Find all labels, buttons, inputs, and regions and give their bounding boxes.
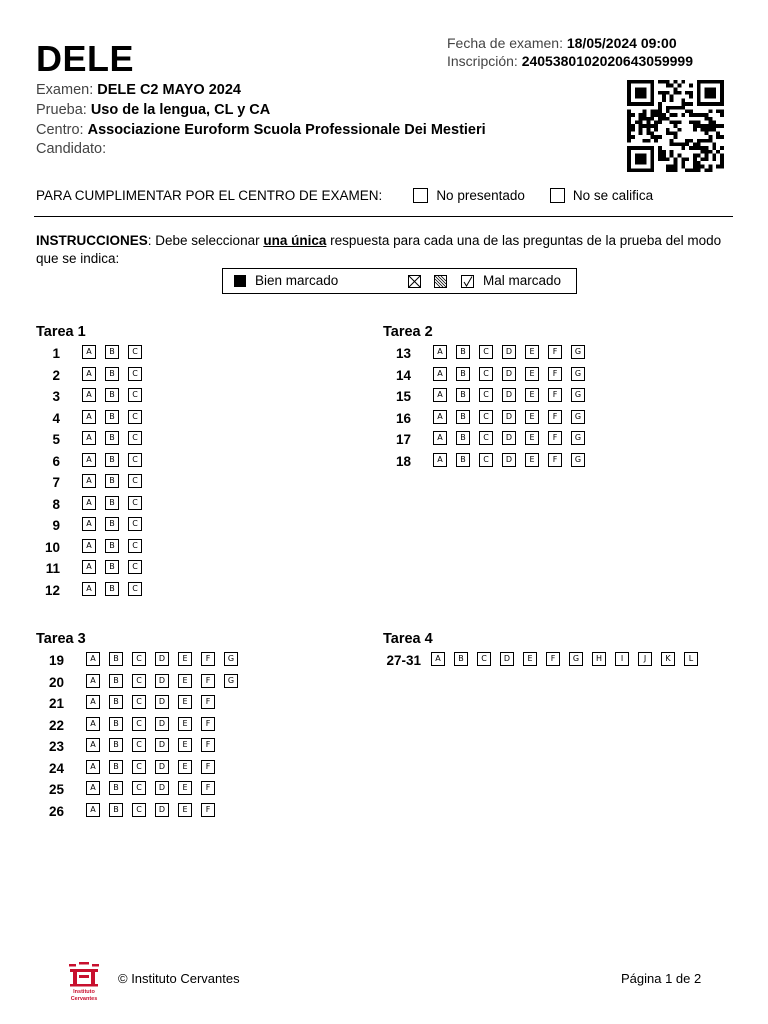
answer-options xyxy=(433,431,594,445)
answer-options xyxy=(433,367,594,381)
no-se-califica-checkbox[interactable] xyxy=(550,188,565,203)
answer-option-box[interactable]: E xyxy=(525,431,539,445)
question-row xyxy=(381,346,594,361)
answer-option-box[interactable]: D xyxy=(155,738,169,752)
question-row xyxy=(381,389,594,404)
answer-option-box[interactable]: A xyxy=(82,582,96,596)
answer-option-box[interactable]: A xyxy=(82,539,96,553)
tarea-1-title: Tarea 1 xyxy=(36,324,86,340)
question-row xyxy=(34,761,224,776)
answer-options xyxy=(82,496,151,510)
answer-option-box[interactable]: E xyxy=(525,388,539,402)
answer-option-box[interactable]: C xyxy=(479,345,493,359)
answer-option-box[interactable]: A xyxy=(82,496,96,510)
exam-value: DELE C2 MAYO 2024 xyxy=(97,82,241,98)
instituto-cervantes-logo-icon xyxy=(66,962,102,1002)
answer-option-box[interactable]: B xyxy=(105,453,119,467)
question-number: 7 xyxy=(52,475,60,490)
answer-options xyxy=(82,431,151,445)
question-row xyxy=(34,696,224,711)
answer-option-box[interactable]: B xyxy=(105,474,119,488)
answer-option-box[interactable]: C xyxy=(479,431,493,445)
answer-option-box[interactable]: K xyxy=(661,652,675,666)
answer-option-box[interactable]: E xyxy=(525,345,539,359)
answer-option-box[interactable]: B xyxy=(456,453,470,467)
exam-center-label: PARA CUMPLIMENTAR POR EL CENTRO DE EXAMEN: xyxy=(36,188,383,203)
answer-option-box[interactable]: C xyxy=(128,517,142,531)
answer-options xyxy=(82,345,151,359)
answer-options xyxy=(86,738,224,752)
answer-option-box[interactable]: L xyxy=(684,652,698,666)
question-number: 10 xyxy=(44,539,60,555)
answer-option-box[interactable]: E xyxy=(178,695,192,709)
answer-options xyxy=(431,652,707,666)
answer-option-box[interactable]: C xyxy=(132,803,146,817)
answer-option-box[interactable]: G xyxy=(571,345,585,359)
answer-options xyxy=(86,760,224,774)
answer-option-box[interactable]: E xyxy=(525,367,539,381)
no-presentado-checkbox[interactable] xyxy=(413,188,428,203)
question-number: 17 xyxy=(395,432,411,447)
question-row xyxy=(34,739,224,754)
test-line xyxy=(36,102,270,118)
question-row xyxy=(30,497,151,512)
answer-options xyxy=(82,582,151,596)
answer-option-box[interactable]: B xyxy=(105,496,119,510)
answer-option-box[interactable]: D xyxy=(155,760,169,774)
answer-option-box[interactable]: A xyxy=(86,695,100,709)
answer-option-box[interactable]: C xyxy=(128,388,142,402)
answer-option-box[interactable]: B xyxy=(454,652,468,666)
answer-option-box[interactable]: A xyxy=(82,388,96,402)
answer-option-box[interactable]: B xyxy=(105,388,119,402)
answer-option-box[interactable]: C xyxy=(132,695,146,709)
answer-option-box[interactable]: G xyxy=(571,367,585,381)
bad-mark-label: Mal marcado xyxy=(483,273,562,288)
answer-option-box[interactable]: D xyxy=(155,652,169,666)
candidate-line xyxy=(36,141,106,157)
answer-option-box[interactable]: F xyxy=(201,803,215,817)
logo-text-line1: Instituto xyxy=(73,989,95,995)
good-mark-label: Bien marcado xyxy=(255,273,339,288)
answer-option-box[interactable]: F xyxy=(548,345,562,359)
checked-box-icon xyxy=(461,275,474,288)
answer-option-box[interactable]: E xyxy=(525,410,539,424)
answer-option-box[interactable]: C xyxy=(128,560,142,574)
answer-option-box[interactable]: B xyxy=(105,539,119,553)
question-row xyxy=(381,653,707,668)
question-number: 9 xyxy=(52,518,60,533)
answer-option-box[interactable]: D xyxy=(155,717,169,731)
tarea-4-title: Tarea 4 xyxy=(383,631,433,647)
question-number: 12 xyxy=(44,582,60,598)
answer-option-box[interactable]: J xyxy=(638,652,652,666)
answer-option-box[interactable]: C xyxy=(128,474,142,488)
answer-options xyxy=(82,388,151,402)
question-number: 15 xyxy=(395,389,411,404)
no-se-califica-label: No se califica xyxy=(572,188,654,203)
answer-option-box[interactable]: D xyxy=(502,431,516,445)
answer-option-box[interactable]: B xyxy=(105,431,119,445)
answer-option-box[interactable]: B xyxy=(105,410,119,424)
hatched-box-icon xyxy=(434,275,447,288)
answer-options xyxy=(86,652,247,666)
answer-option-box[interactable]: A xyxy=(82,431,96,445)
answer-option-box[interactable]: F xyxy=(546,652,560,666)
question-row xyxy=(34,675,247,690)
answer-option-box[interactable]: B xyxy=(105,517,119,531)
question-number: 13 xyxy=(395,346,411,361)
answer-option-box[interactable]: E xyxy=(178,738,192,752)
answer-option-box[interactable]: C xyxy=(132,652,146,666)
answer-option-box[interactable]: G xyxy=(224,652,238,666)
answer-option-box[interactable]: A xyxy=(82,410,96,424)
answer-option-box[interactable]: B xyxy=(109,695,123,709)
answer-option-box[interactable]: D xyxy=(155,674,169,688)
question-row xyxy=(30,432,151,447)
registration-label: Inscripción: xyxy=(447,53,518,69)
exam-title: DELE xyxy=(36,38,135,79)
answer-option-box[interactable]: A xyxy=(433,367,447,381)
answer-options xyxy=(82,517,151,531)
exam-date-label: Fecha de examen: xyxy=(447,35,563,51)
instructions-emphasis: una única xyxy=(263,233,327,248)
answer-option-box[interactable]: F xyxy=(548,431,562,445)
answer-options xyxy=(82,453,151,467)
answer-option-box[interactable]: C xyxy=(132,738,146,752)
question-number: 27-31 xyxy=(386,653,421,668)
question-row xyxy=(30,561,151,576)
question-row xyxy=(30,454,151,469)
question-number: 18 xyxy=(395,453,411,469)
answer-option-box[interactable]: E xyxy=(178,652,192,666)
answer-option-box[interactable]: G xyxy=(571,388,585,402)
answer-option-box[interactable]: F xyxy=(201,760,215,774)
question-row xyxy=(30,389,151,404)
logo-text-line2: Cervantes xyxy=(70,996,98,1002)
question-number: 23 xyxy=(48,739,64,754)
exam-center-section xyxy=(36,188,653,203)
answer-option-box[interactable]: C xyxy=(128,431,142,445)
answer-options xyxy=(82,539,151,553)
answer-option-box[interactable]: A xyxy=(433,410,447,424)
exam-label: Examen: xyxy=(36,82,94,98)
section-divider xyxy=(34,216,733,217)
answer-option-box[interactable]: C xyxy=(128,367,142,381)
answer-options xyxy=(433,388,594,402)
answer-option-box[interactable]: B xyxy=(109,781,123,795)
question-row xyxy=(30,518,151,533)
answer-option-box[interactable]: C xyxy=(132,781,146,795)
answer-option-box[interactable]: D xyxy=(155,781,169,795)
answer-option-box[interactable]: G xyxy=(224,674,238,688)
answer-option-box[interactable]: F xyxy=(548,410,562,424)
answer-option-box[interactable]: C xyxy=(132,674,146,688)
registration-value: 2405380102020643059999 xyxy=(521,53,693,69)
instructions-part2: respuesta para cada una de las preguntas de la prueba del modo que se indica: xyxy=(36,233,722,266)
answer-option-box[interactable]: D xyxy=(502,388,516,402)
candidate-label: Candidato: xyxy=(36,141,107,157)
test-value: Uso de la lengua, CL y CA xyxy=(90,102,271,118)
copyright-text: © Instituto Cervantes xyxy=(118,971,240,986)
answer-option-box[interactable]: F xyxy=(548,388,562,402)
answer-option-box[interactable]: A xyxy=(433,431,447,445)
answer-option-box[interactable]: C xyxy=(128,539,142,553)
answer-option-box[interactable]: B xyxy=(109,738,123,752)
answer-option-box[interactable]: E xyxy=(178,717,192,731)
answer-option-box[interactable]: C xyxy=(479,410,493,424)
answer-options xyxy=(86,717,224,731)
answer-options xyxy=(433,345,594,359)
question-number: 26 xyxy=(48,803,64,819)
answer-option-box[interactable]: E xyxy=(178,760,192,774)
tarea-2-title: Tarea 2 xyxy=(383,324,433,340)
answer-option-box[interactable]: C xyxy=(128,410,142,424)
answer-option-box[interactable]: A xyxy=(431,652,445,666)
exam-date-line xyxy=(447,35,677,51)
answer-option-box[interactable]: F xyxy=(201,738,215,752)
answer-option-box[interactable]: C xyxy=(128,345,142,359)
answer-option-box[interactable]: A xyxy=(86,781,100,795)
answer-option-box[interactable]: B xyxy=(105,582,119,596)
instructions-part1: : Debe seleccionar xyxy=(147,233,264,248)
question-number: 14 xyxy=(395,367,411,383)
question-row xyxy=(34,804,224,819)
answer-option-box[interactable]: B xyxy=(109,717,123,731)
question-number: 20 xyxy=(48,674,64,690)
answer-option-box[interactable]: B xyxy=(456,345,470,359)
question-number: 21 xyxy=(48,696,64,711)
answer-option-box[interactable]: B xyxy=(105,560,119,574)
answer-option-box[interactable]: C xyxy=(479,388,493,402)
answer-option-box[interactable]: B xyxy=(109,674,123,688)
answer-option-box[interactable]: F xyxy=(548,367,562,381)
answer-option-box[interactable]: B xyxy=(456,410,470,424)
answer-options xyxy=(86,781,224,795)
center-label: Centro: xyxy=(36,122,84,138)
answer-option-box[interactable]: A xyxy=(86,717,100,731)
instructions-text xyxy=(36,232,736,268)
instructions-label: INSTRUCCIONES xyxy=(36,233,148,248)
answer-option-box[interactable]: A xyxy=(86,738,100,752)
answer-option-box[interactable]: F xyxy=(201,674,215,688)
answer-option-box[interactable]: C xyxy=(132,717,146,731)
answer-option-box[interactable]: D xyxy=(502,367,516,381)
answer-option-box[interactable]: F xyxy=(201,652,215,666)
answer-option-box[interactable]: G xyxy=(571,410,585,424)
answer-option-box[interactable]: E xyxy=(523,652,537,666)
answer-option-box[interactable]: C xyxy=(479,367,493,381)
question-number: 19 xyxy=(48,653,64,668)
question-row xyxy=(34,782,224,797)
page-number: Página 1 de 2 xyxy=(621,971,702,986)
answer-options xyxy=(82,474,151,488)
answer-option-box[interactable]: F xyxy=(548,453,562,467)
answer-option-box[interactable]: G xyxy=(571,453,585,467)
question-number: 2 xyxy=(52,367,60,383)
answer-option-box[interactable]: A xyxy=(82,453,96,467)
answer-option-box[interactable]: C xyxy=(479,453,493,467)
answer-option-box[interactable]: E xyxy=(525,453,539,467)
answer-option-box[interactable]: B xyxy=(105,367,119,381)
question-number: 11 xyxy=(45,561,60,576)
answer-option-box[interactable]: A xyxy=(82,517,96,531)
question-number: 4 xyxy=(52,410,60,426)
answer-option-box[interactable]: B xyxy=(109,652,123,666)
answer-option-box[interactable]: E xyxy=(178,674,192,688)
answer-option-box[interactable]: H xyxy=(592,652,606,666)
answer-option-box[interactable]: G xyxy=(571,431,585,445)
answer-option-box[interactable]: E xyxy=(178,781,192,795)
answer-option-box[interactable]: A xyxy=(82,560,96,574)
answer-option-box[interactable]: A xyxy=(433,388,447,402)
answer-option-box[interactable]: D xyxy=(155,695,169,709)
answer-option-box[interactable]: C xyxy=(128,496,142,510)
question-number: 24 xyxy=(48,760,64,776)
question-row xyxy=(30,346,151,361)
answer-option-box[interactable]: D xyxy=(155,803,169,817)
answer-options xyxy=(82,367,151,381)
marking-legend xyxy=(222,268,577,294)
center-value: Associazione Euroform Scuola Professionale Dei Mestieri xyxy=(87,122,486,138)
answer-option-box[interactable]: A xyxy=(82,474,96,488)
answer-option-box[interactable]: A xyxy=(86,674,100,688)
answer-option-box[interactable]: A xyxy=(433,453,447,467)
question-number: 25 xyxy=(48,782,64,797)
question-row xyxy=(30,540,151,555)
registration-line xyxy=(447,53,693,69)
question-number: 8 xyxy=(52,496,60,512)
question-number: 6 xyxy=(52,453,60,469)
answer-option-box[interactable]: A xyxy=(82,345,96,359)
answer-option-box[interactable]: C xyxy=(477,652,491,666)
answer-option-box[interactable]: C xyxy=(128,582,142,596)
question-row xyxy=(381,368,594,383)
answer-option-box[interactable]: F xyxy=(201,695,215,709)
answer-options xyxy=(433,410,594,424)
answer-option-box[interactable]: A xyxy=(82,367,96,381)
question-row xyxy=(30,411,151,426)
answer-option-box[interactable]: D xyxy=(502,345,516,359)
exam-line xyxy=(36,82,241,98)
answer-option-box[interactable]: B xyxy=(105,345,119,359)
answer-option-box[interactable]: E xyxy=(178,803,192,817)
answer-option-box[interactable]: D xyxy=(502,410,516,424)
answer-option-box[interactable]: B xyxy=(456,388,470,402)
answer-option-box[interactable]: B xyxy=(456,367,470,381)
question-row xyxy=(30,583,151,598)
answer-options xyxy=(82,560,151,574)
question-row xyxy=(381,432,594,447)
question-number: 5 xyxy=(52,432,60,447)
question-row xyxy=(381,411,594,426)
question-number: 22 xyxy=(48,717,64,733)
crossed-box-icon xyxy=(408,275,421,288)
question-number: 3 xyxy=(52,389,60,404)
answer-option-box[interactable]: C xyxy=(132,760,146,774)
question-row xyxy=(34,653,247,668)
answer-option-box[interactable]: A xyxy=(86,760,100,774)
no-presentado-label: No presentado xyxy=(436,188,525,203)
answer-option-box[interactable]: D xyxy=(500,652,514,666)
answer-option-box[interactable]: F xyxy=(201,781,215,795)
question-row xyxy=(381,454,594,469)
answer-option-box[interactable]: I xyxy=(615,652,629,666)
question-row xyxy=(30,475,151,490)
qr-code-icon xyxy=(627,80,724,172)
answer-option-box[interactable]: C xyxy=(128,453,142,467)
question-row xyxy=(34,718,224,733)
tarea-3-title: Tarea 3 xyxy=(36,631,86,647)
answer-option-box[interactable]: D xyxy=(502,453,516,467)
center-line xyxy=(36,122,486,138)
answer-option-box[interactable]: A xyxy=(433,345,447,359)
answer-option-box[interactable]: F xyxy=(201,717,215,731)
test-label: Prueba: xyxy=(36,102,87,118)
answer-options xyxy=(433,453,594,467)
answer-option-box[interactable]: G xyxy=(569,652,583,666)
question-number: 16 xyxy=(395,410,411,426)
exam-date-value: 18/05/2024 09:00 xyxy=(566,35,677,51)
answer-options xyxy=(82,410,151,424)
answer-option-box[interactable]: B xyxy=(456,431,470,445)
question-row xyxy=(30,368,151,383)
answer-option-box[interactable]: A xyxy=(86,803,100,817)
filled-box-icon xyxy=(234,275,246,287)
answer-option-box[interactable]: A xyxy=(86,652,100,666)
answer-option-box[interactable]: B xyxy=(109,803,123,817)
question-number: 1 xyxy=(52,346,60,361)
answer-options xyxy=(86,695,224,709)
answer-options xyxy=(86,803,224,817)
answer-options xyxy=(86,674,247,688)
answer-option-box[interactable]: B xyxy=(109,760,123,774)
